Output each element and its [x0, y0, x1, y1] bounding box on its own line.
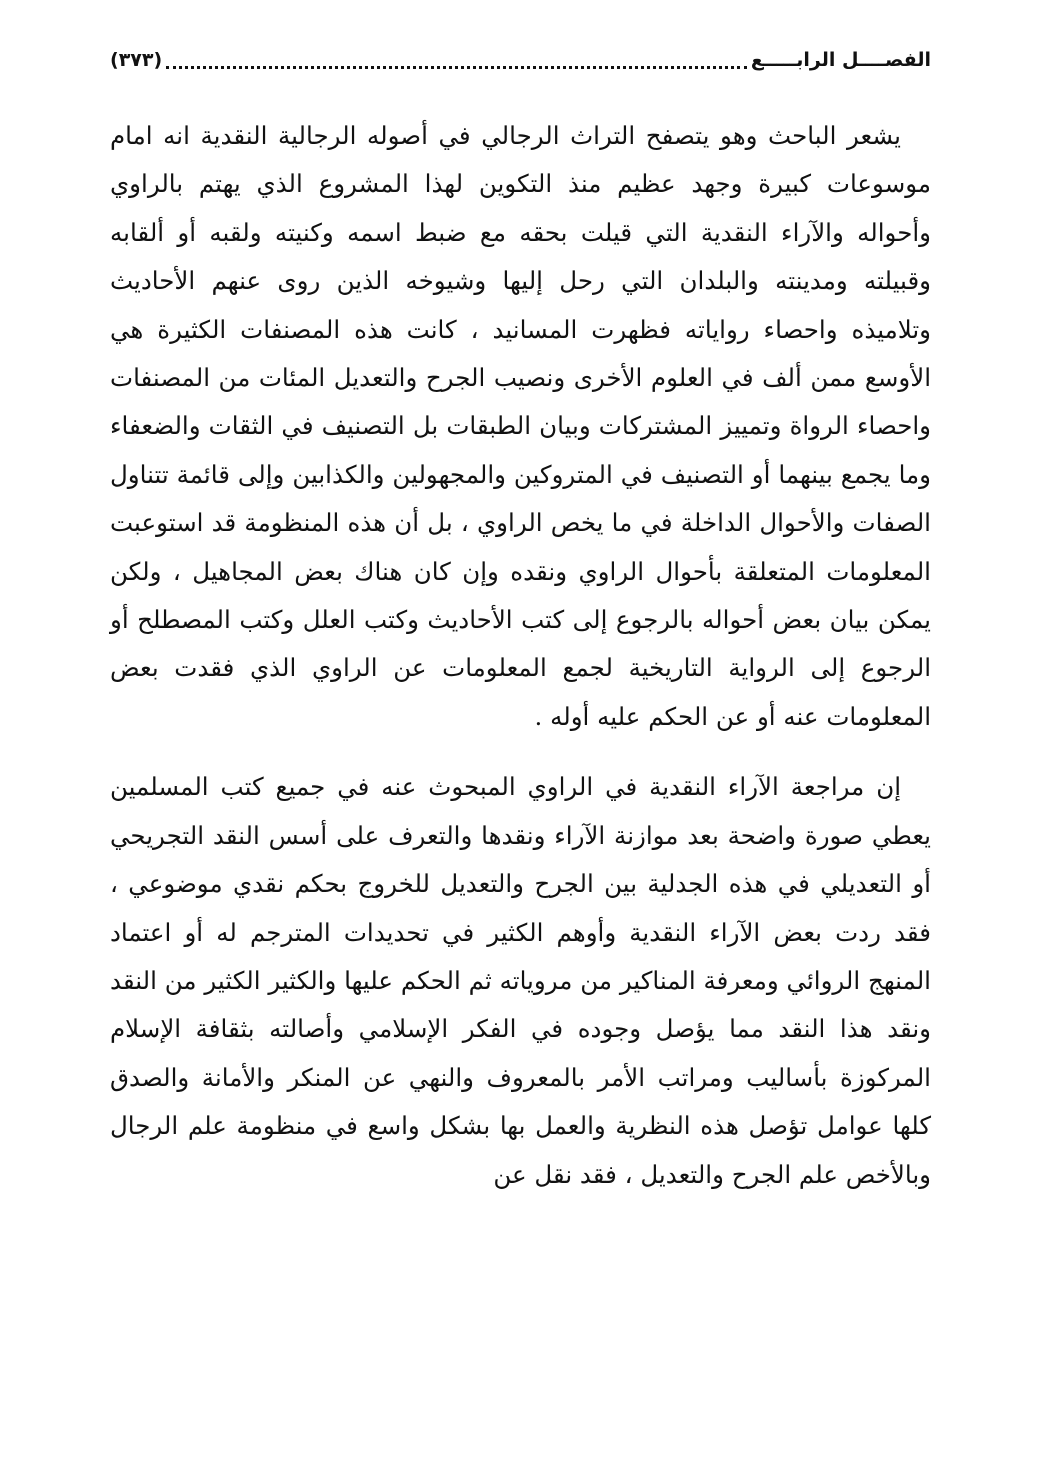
- body-text: [110, 112, 931, 1199]
- paragraph-1: يشعر الباحث وهو يتصفح التراث الرجالي في أصوله الرجالية النقدية انه امام موسوعات كبيرة وجهد عظيم منذ التكوين لهذا المشروع الذي يهتم بالراوي وأحواله والآراء النقدية التي قيلت بحقه مع ضبط اسمه وكنيته ولقبه أو ألقابه وقبيلته ومدينته والبلدان التي رحل إليها وشيوخه الذين روى عنهم الأحاديث وتلاميذه واحصاء رواياته فظهرت المسانيد ، كانت هذه المصنفات الكثيرة هي الأوسع ممن ألف في العلوم الأخرى ونصيب الجرح والتعديل المئات من المصنفات واحصاء الرواة وتمييز المشتركات وبيان الطبقات بل التصنيف في الثقات والضعفاء وما يجمع بينهما أو التصنيف في المتروكين والمجهولين والكذابين وإلى قائمة تتناول الصفات والأحوال الداخلة في ما يخص الراوي ، بل أن هذه المنظومة قد استوعبت المعلومات المتعلقة بأحوال الراوي ونقده وإن كان هناك بعض المجاهيل ، ولكن يمكن بيان بعض أحواله بالرجوع إلى كتب الأحاديث وكتب العلل وكتب المصطلح أو الرجوع إلى الرواية التاريخية لجمع المعلومات عن الراوي الذي فقدت بعض المعلومات عنه أو عن الحكم عليه أوله .: [110, 121, 931, 731]
- dotted-leader: [166, 66, 747, 69]
- page-number: (٣٧٣): [110, 49, 163, 71]
- chapter-title: الفصــــل الرابـــــع: [750, 49, 931, 71]
- paragraph-2: إن مراجعة الآراء النقدية في الراوي المبحوث عنه في جميع كتب المسلمين يعطي صورة واضحة بعد موازنة الآراء ونقدها والتعرف على أسس النقد التجريحي أو التعديلي في هذه الجدلية بين الجرح والتعديل للخروج بحكم نقدي موضوعي ، فقد ردت بعض الآراء النقدية وأوهم الكثير في تحديدات المترجم له أو اعتماد المنهج الروائي ومعرفة المناكير من مروياته ثم الحكم عليها والكثير الكثير من النقد ونقد هذا النقد مما يؤصل وجوده في الفكر الإسلامي وأصالته بثقافة الإسلام المركوزة بأساليب ومراتب الأمر بالمعروف والنهي عن المنكر والأمانة والصدق كلها عوامل تؤصل هذه النظرية والعمل بها بشكل واسع في منظومة علم الرجال وبالأخص علم الجرح والتعديل ، فقد نقل عن: [110, 772, 931, 1189]
- running-header: [110, 40, 931, 80]
